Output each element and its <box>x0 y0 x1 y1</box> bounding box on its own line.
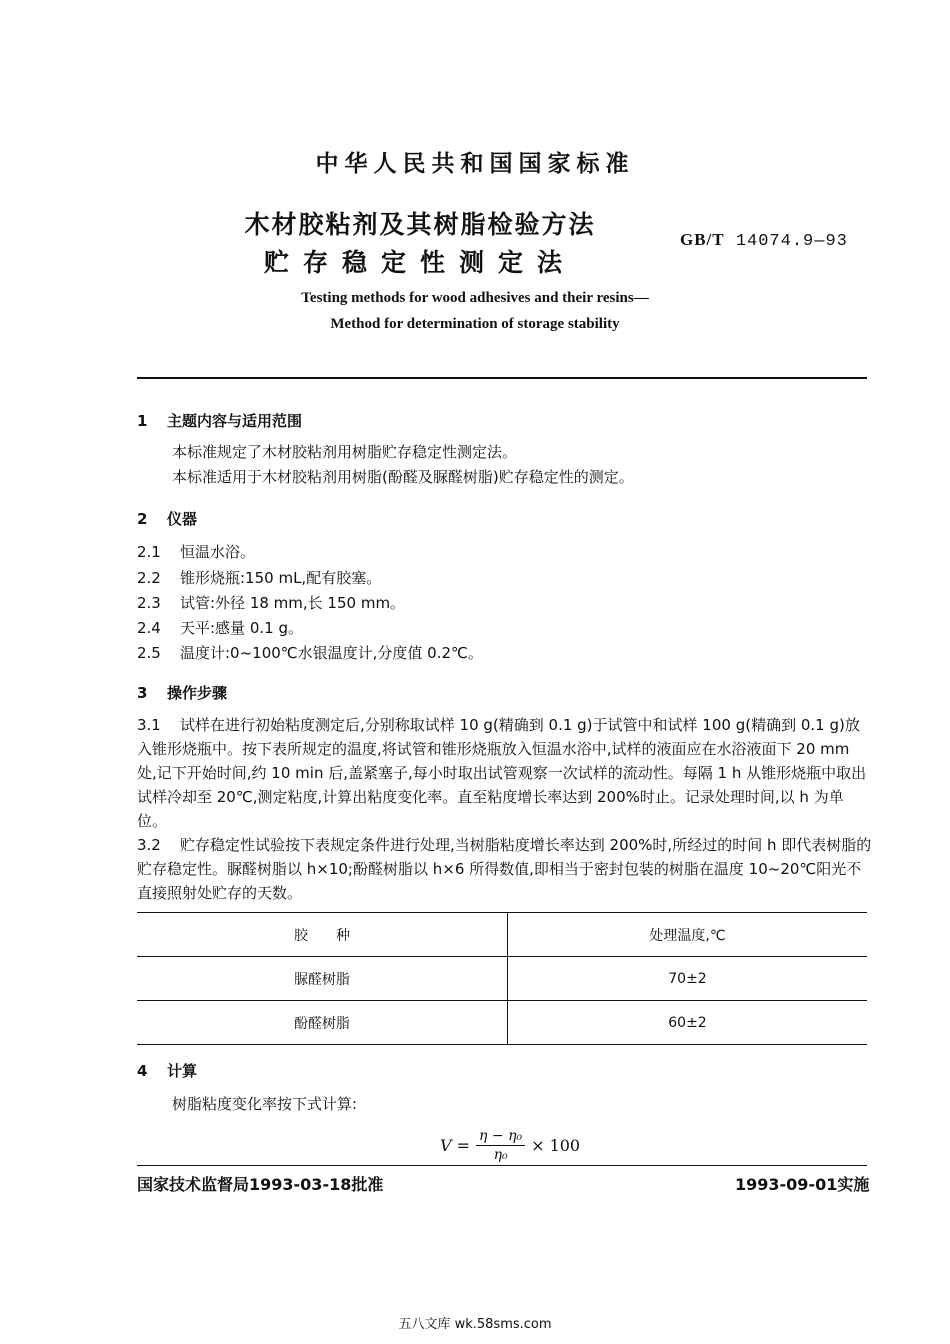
section-title: 主题内容与适用范围 <box>167 412 303 430</box>
section-title: 仪器 <box>167 510 198 528</box>
watermark-text: 五八文库 wk.58sms.com <box>398 1317 552 1332</box>
formula-rhs: × 100 <box>531 1136 581 1155</box>
formula-fraction <box>476 1128 525 1163</box>
section-number: 1 <box>137 412 148 430</box>
list-item: 2.2 锥形烧瓶:150 mL,配有胶塞。 <box>137 569 382 587</box>
section-1-para-1: 本标准规定了木材胶粘剂用树脂贮存稳定性测定法。 <box>172 443 518 461</box>
standard-prefix: GB/T <box>680 230 725 249</box>
section-3-para-2: 3.2 贮存稳定性试验按下表规定条件进行处理,当树脂粘度增长率达到 200%时,所经过的时间 h 即代表树脂的贮存稳定性。脲醛树脂以 h×10;酚醛树脂以 h×6 所得数值,即相当于密封包装的树脂在温度 10~20℃阳光不直接照射处贮存的天数。 <box>137 836 872 902</box>
formula-denominator: η₀ <box>493 1147 508 1163</box>
section-1-para-2: 本标准适用于木材胶粘剂用树脂(酚醛及脲醛树脂)贮存稳定性的测定。 <box>172 468 634 486</box>
standard-code: 14074.9—93 <box>735 232 848 251</box>
approval-date: 国家技术监督局1993-03-18批准 <box>137 1175 384 1194</box>
table-row <box>137 1001 867 1045</box>
footer-divider <box>137 1165 867 1166</box>
table-header-cell: 胶 种 <box>137 913 508 957</box>
list-item: 2.1 恒温水浴。 <box>137 543 256 561</box>
standard-number <box>680 230 848 251</box>
english-title-line1: Testing methods for wood adhesives and their resins— <box>301 290 649 306</box>
table-header-row <box>137 913 867 957</box>
english-title-line2: Method for determination of storage stability <box>330 316 620 332</box>
section-2-heading <box>137 508 197 529</box>
section-3-heading <box>137 682 227 703</box>
section-title: 操作步骤 <box>167 684 228 702</box>
list-item: 2.5 温度计:0~100℃水银温度计,分度值 0.2℃。 <box>137 644 483 662</box>
section-number: 3 <box>137 684 148 702</box>
section-number: 2 <box>137 510 148 528</box>
table-cell: 60±2 <box>508 1001 868 1045</box>
national-standard-heading: 中华人民共和国国家标准 <box>315 151 635 177</box>
section-4-heading <box>137 1060 197 1081</box>
formula-lhs: V = <box>440 1136 471 1155</box>
list-item: 2.3 试管:外径 18 mm,长 150 mm。 <box>137 594 406 612</box>
table-cell: 70±2 <box>508 957 868 1001</box>
processing-table <box>137 912 867 1045</box>
document-title-line1: 木材胶粘剂及其树脂检验方法 <box>244 210 596 239</box>
table-cell: 脲醛树脂 <box>137 957 508 1001</box>
list-item: 2.4 天平:感量 0.1 g。 <box>137 619 303 637</box>
implementation-date: 1993-09-01实施 <box>735 1175 870 1194</box>
table-cell: 酚醛树脂 <box>137 1001 508 1045</box>
section-number: 4 <box>137 1062 148 1080</box>
formula-numerator: η − η₀ <box>476 1128 525 1146</box>
table-header-cell: 处理温度,℃ <box>508 913 868 957</box>
section-3-para-1: 3.1 试样在进行初始粘度测定后,分别称取试样 10 g(精确到 0.1 g)于试管中和试样 100 g(精确到 0.1 g)放入锥形烧瓶中。按下表所规定的温度,将试管和锥形烧瓶放入恒温水浴中,试样的液面应在水浴液面下 20 mm 处,记下开始时间,约 10 min 后,盖紧塞子,每小时取出试管观察一次试样的流动性。每隔 1 h 从锥形烧瓶中取出试样冷却至 20℃,测定粘度,计算出粘度变化率。直至粘度增长率达到 200%时止。记录处理时间,以 h 为单位。 <box>137 716 867 830</box>
section-title: 计算 <box>167 1062 198 1080</box>
section-1-heading <box>137 410 302 431</box>
document-title-line2: 贮存稳定性测定法 <box>263 248 576 277</box>
section-4-intro: 树脂粘度变化率按下式计算: <box>172 1095 358 1113</box>
viscosity-formula <box>440 1128 580 1163</box>
table-row <box>137 957 867 1001</box>
header-divider <box>137 377 867 379</box>
